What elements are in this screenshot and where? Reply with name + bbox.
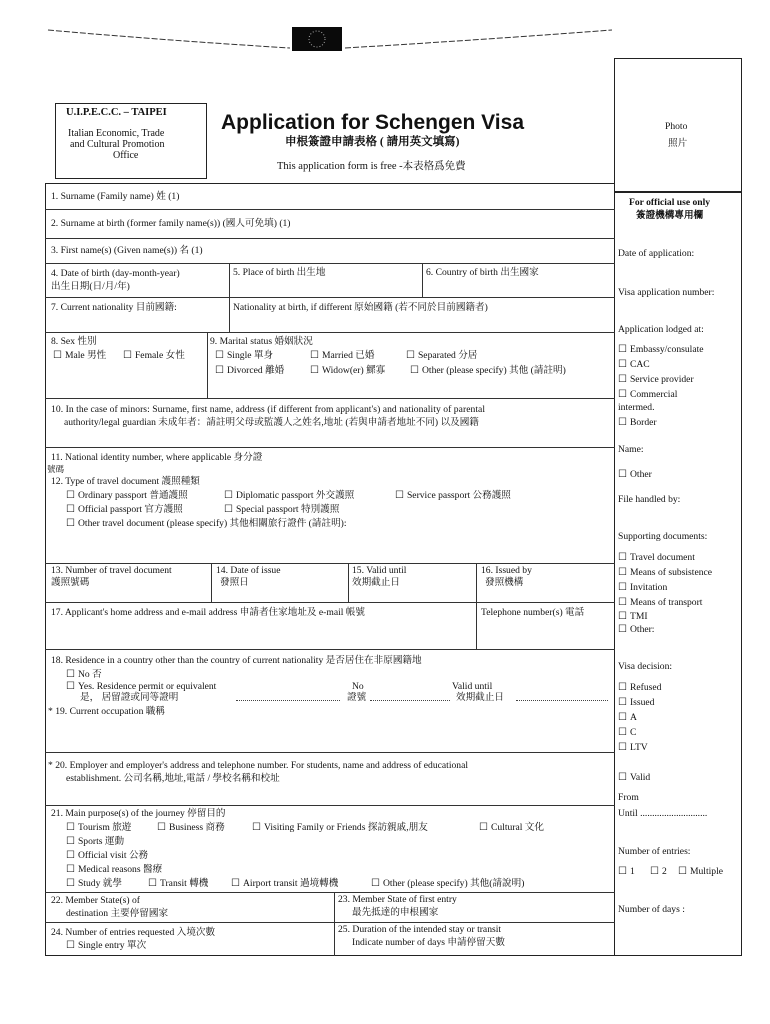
field-nationality-at-birth[interactable]: Nationality at birth, if different 原始國籍 (若不同於目前國籍者) [233,302,488,313]
field-issued-by-zh: 發照機構 [485,577,524,588]
field-document-number[interactable]: 13. Number of travel document [51,565,172,576]
field-issued-by[interactable]: 16. Issued by [481,565,532,576]
field-member-state-destination[interactable]: 22. Member State(s) of [51,895,140,906]
residence-permit-number: No [352,681,364,692]
field-first-name[interactable]: 3. First name(s) (Given name(s)) 名 (1) [51,245,203,256]
official-visa-decision: Visa decision: [618,661,673,672]
field-minor-guardian[interactable]: 10. In the case of minors: Surname, first name, address (if different from applicant's) and nationality of parental [51,404,486,415]
official-valid[interactable]: ☐ Valid [618,772,650,783]
field-current-occupation[interactable]: * 19. Current occupation 職稱 [48,706,165,717]
checkbox-airport-transit[interactable]: ☐ Airport transit 過境轉機 [231,878,338,889]
field-employer-zh: establishment. 公司名稱,地址,電話 / 學校名稱和校址 [66,773,280,784]
official-issued[interactable]: ☐ Issued [618,697,654,708]
checkbox-residence-no[interactable]: ☐ No 否 [66,669,102,680]
field-home-address[interactable]: 17. Applicant's home address and e-mail address 申請者住家地址及 e-mail 帳號 [51,607,365,618]
field-minor-guardian-zh: authority/legal guardian 未成年者：請註明父母或監護人之姓名,地址 (若與申請者地址不同) 以及國籍 [64,417,479,428]
official-entries-1[interactable]: ☐ 1 [618,866,635,877]
official-travel-document[interactable]: ☐ Travel document [618,552,695,563]
page-title: Application for Schengen Visa [221,111,525,134]
photo-label: Photo [665,121,688,132]
field-national-id[interactable]: 11. National identity number, where applicable 身分證 [51,452,263,463]
field-date-of-birth-zh: 出生日期(日/月/年) [51,281,130,292]
checkbox-diplomatic-passport[interactable]: ☐ Diplomatic passport 外交護照 [224,490,354,501]
office-name-1: Italian Economic, Trade [68,128,165,139]
field-document-number-zh: 護照號碼 [51,577,90,588]
official-tmi[interactable]: ☐ TMI [618,611,648,622]
official-intermed: intermed. [618,402,655,413]
field-travel-document-type: 12. Type of travel document 護照種類 [51,476,200,487]
official-invitation[interactable]: ☐ Invitation [618,582,667,593]
official-from: From [618,792,639,803]
official-heading: For official use only [629,197,711,208]
checkbox-medical[interactable]: ☐ Medical reasons 醫療 [66,864,162,875]
official-entries-2[interactable]: ☐ 2 [650,866,667,877]
field-first-entry-state[interactable]: 23. Member State of first entry [338,894,457,905]
office-name-3: Office [113,150,139,161]
checkbox-single[interactable]: ☐ Single 單身 [215,350,273,361]
office-name-2: and Cultural Promotion [70,139,165,150]
official-border[interactable]: ☐ Border [618,417,657,428]
field-entries-requested: 24. Number of entries requested 入境次數 [51,927,216,938]
checkbox-study[interactable]: ☐ Study 就學 [66,878,122,889]
checkbox-transit[interactable]: ☐ Transit 轉機 [148,878,208,889]
official-embassy[interactable]: ☐ Embassy/consulate [618,344,704,355]
checkbox-residence-yes[interactable]: ☐ Yes. Residence permit or equivalent [66,681,216,692]
office-code: U.I.P.E.C.C. – TAIPEI [66,107,167,118]
official-heading-zh: 簽證機構專用欄 [636,210,704,221]
eu-flag-icon [292,27,342,51]
official-cac[interactable]: ☐ CAC [618,359,650,370]
field-member-state-destination-zh: destination 主要停留國家 [66,908,169,919]
checkbox-divorced[interactable]: ☐ Divorced 離婚 [215,365,284,376]
residence-yes-zh: 是， 居留證或同等證明 [80,692,179,703]
official-lodged-at: Application lodged at: [618,324,704,335]
photo-label-zh: 照片 [668,138,688,149]
official-means-of-transport[interactable]: ☐ Means of transport [618,597,702,608]
field-date-of-issue-zh: 發照日 [220,577,249,588]
header-arc-decoration [0,0,770,60]
official-ltv[interactable]: ☐ LTV [618,742,648,753]
free-note: This application form is free -本表格爲免費 [277,161,466,172]
checkbox-female[interactable]: ☐ Female 女性 [123,350,185,361]
field-duration-of-stay[interactable]: 25. Duration of the intended stay or transit [338,924,502,935]
checkbox-service-passport[interactable]: ☐ Service passport 公務護照 [395,490,511,501]
official-number-of-entries: Number of entries: [618,846,691,857]
page-title-zh: 申根簽證申請表格 ( 請用英文填寫) [285,136,460,148]
checkbox-purpose-other[interactable]: ☐ Other (please specify) 其他(請說明) [371,878,524,889]
checkbox-ordinary-passport[interactable]: ☐ Ordinary passport 普通護照 [66,490,188,501]
checkbox-single-entry[interactable]: ☐ Single entry 單次 [66,940,146,951]
residence-valid-until: Valid until [452,681,493,692]
checkbox-widow[interactable]: ☐ Widow(er) 鰥寡 [310,365,385,376]
field-first-entry-state-zh: 最先抵達的申根國家 [352,907,439,918]
field-employer[interactable]: * 20. Employer and employer's address and telephone number. For students, name and address of educational [48,760,469,771]
field-place-of-birth[interactable]: 5. Place of birth 出生地 [233,267,326,278]
checkbox-sports[interactable]: ☐ Sports 運動 [66,836,124,847]
official-date-of-application: Date of application: [618,248,695,259]
field-marital-status: 9. Marital status 婚姻狀況 [210,336,313,347]
field-duration-of-stay-zh: Indicate number of days 申請停留天數 [352,937,505,948]
field-national-id-zh: 號碼 [47,464,65,474]
official-type-c[interactable]: ☐ C [618,727,636,738]
official-number-of-days: Number of days : [618,904,685,915]
residence-permit-number-zh: 證號 [347,692,367,703]
official-type-a[interactable]: ☐ A [618,712,637,723]
checkbox-separated[interactable]: ☐ Separated 分居 [406,350,477,361]
official-commercial[interactable]: ☐ Commercial [618,389,677,400]
checkbox-marital-other[interactable]: ☐ Other (please specify) 其他 (請註明) [410,365,566,376]
checkbox-official-visit[interactable]: ☐ Official visit 公務 [66,850,148,861]
field-date-of-birth[interactable]: 4. Date of birth (day-month-year) [51,268,180,279]
checkbox-cultural[interactable]: ☐ Cultural 文化 [479,822,544,833]
official-supporting-documents: Supporting documents: [618,531,708,542]
field-purpose-of-journey: 21. Main purpose(s) of the journey 停留目的 [51,808,226,819]
field-telephone[interactable]: Telephone number(s) 電話 [481,607,585,618]
official-means-of-subsistence[interactable]: ☐ Means of subsistence [618,567,712,578]
field-surname[interactable]: 1. Surname (Family name) 姓 (1) [51,191,180,202]
field-date-of-issue[interactable]: 14. Date of issue [216,565,281,576]
official-other[interactable]: ☐ Other [618,469,652,480]
official-until: Until ............................ [618,808,708,819]
field-country-of-birth[interactable]: 6. Country of birth 出生國家 [426,267,539,278]
field-residence-other-country: 18. Residence in a country other than the country of current nationality 是否居住在非原國籍地 [51,655,422,666]
checkbox-male[interactable]: ☐ Male 男性 [53,350,106,361]
checkbox-business[interactable]: ☐ Business 商務 [157,822,225,833]
official-entries-multiple[interactable]: ☐ Multiple [678,866,723,877]
field-valid-until[interactable]: 15. Valid until [352,565,407,576]
checkbox-official-passport[interactable]: ☐ Official passport 官方護照 [66,504,183,515]
official-visa-number: Visa application number: [618,287,715,298]
field-valid-until-zh: 效期截止日 [352,577,400,588]
checkbox-married[interactable]: ☐ Married 已婚 [310,350,374,361]
checkbox-other-travel-document[interactable]: ☐ Other travel document (please specify) 其他相關旅行證件 (請註明): [66,518,347,529]
checkbox-tourism[interactable]: ☐ Tourism 旅遊 [66,822,131,833]
official-service-provider[interactable]: ☐ Service provider [618,374,694,385]
official-other-documents[interactable]: ☐ Other: [618,624,654,635]
checkbox-special-passport[interactable]: ☐ Special passport 特別護照 [224,504,339,515]
checkbox-visiting-family[interactable]: ☐ Visiting Family or Friends 探訪親戚,朋友 [252,822,428,833]
residence-valid-until-zh: 效期截止日 [456,692,504,703]
field-surname-at-birth[interactable]: 2. Surname at birth (former family name(s)) (國人可免填) (1) [51,218,291,229]
field-sex: 8. Sex 性別 [51,336,97,347]
official-refused[interactable]: ☐ Refused [618,682,661,693]
official-name: Name: [618,444,644,455]
official-file-handled-by: File handled by: [618,494,681,505]
field-current-nationality[interactable]: 7. Current nationality 目前國籍: [51,302,177,313]
